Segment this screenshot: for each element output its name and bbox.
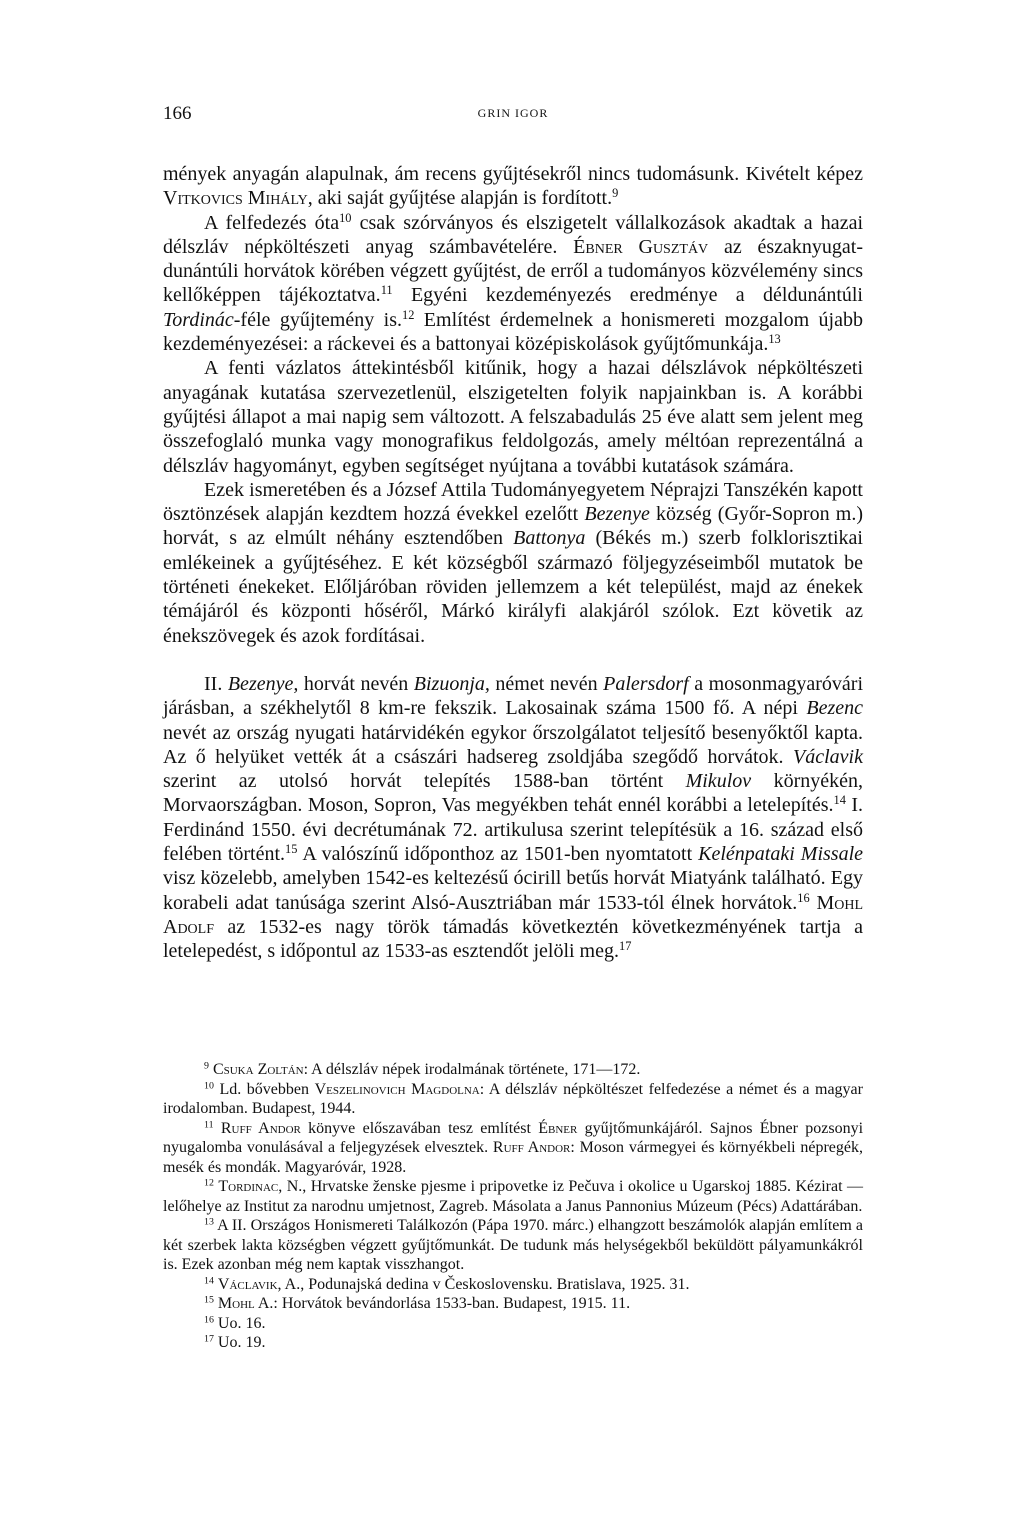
footnote-number: 15: [204, 1294, 214, 1306]
footnote-ref: 12: [402, 307, 415, 322]
footnote-ref: 17: [619, 939, 632, 954]
footnote-17: $^{17}$ Uo. 19.: [204, 1333, 266, 1351]
paragraph-5: II. Bezenye, horvát nevén Bizuonja, német nevén Palersdorf a mosonmagyaróvári járásban, a székhelytől 8 km-re fekszik. Lakosainak száma 1500 fő. A népi Bezenc nevét az ország nyugati határvidékén egykor őrszolgálatot teljesítő besenyőktől kapta. Az ő helyüket vették át a császári hadsereg zsoldjába szegődő horvátok. Václavik szerint az utolsó horvát telepítés 1588-ban történt Mikulov környékén, Morvaországban. Moson, Sopron, Vas megyékben tehát ennél korábbi a letelepítés.$^{14}$ I. Ferdinánd 1550. évi decrétumának 72. artikulusa szerint telepítésük a 16. század első felében történt.$^{15}$ A valószínű időponthoz az 1501-ben nyomtatott Kelénpataki Missale visz közelebb, amelyben 1542-es keltezésű ócirill betűs horvát Miatyánk található. Egy korabeli adat tanúsága szerint Alsó-Ausztriában már 1533-tól élnek horvátok.$^{16}$ Mohl Adolf az 1532-es nagy török támadás következtén következményének tartja a letelepedést, s időpontul az 1533-as esztendőt jelöli meg.$^{17}$: [163, 672, 863, 963]
author-name: Vitkovics Mihály: [163, 187, 308, 210]
footnote-number: 9: [204, 1060, 209, 1072]
paragraph-1: mények anyagán alapulnak, ám recens gyűjtésekről nincs tudomásunk. Kivételt képez Vitkovics Mihály, aki saját gyűjtése alapján is fordított.$^9$: [163, 163, 863, 210]
footnote-ref: 11: [380, 283, 393, 298]
paragraph-3: A fenti vázlatos áttekintésből kitűnik, hogy a hazai délszlávok népköltészeti anyagának kutatása szervezetlenül, elszigetelten folyik napjainkban is. A korábbi gyűjtési állapot a mai napig sem változott. A felszabadulás 25 éve alatt sem jelent meg összefoglaló munka vagy monografikus feldolgozás, amely méltóan reprezentálná a délszláv hagyományt, egyben segítséget nyújtana a további kutatások számára.: [163, 357, 863, 477]
italic-term: Kelénpataki Missale: [698, 843, 863, 866]
author-name: Mohl Adolf: [163, 891, 863, 938]
footnote-9: $^9$ Csuka Zoltán: A délszláv népek irodalmának története, 171—172.: [204, 1060, 641, 1078]
footnote-ref: 10: [339, 210, 352, 225]
author-name: Ébner Gusztáv: [573, 235, 709, 258]
italic-term: Battonya: [513, 527, 586, 550]
author-name: Veszelinovich Magdolna: [314, 1080, 480, 1098]
italic-term: Bizuonja,: [413, 672, 490, 695]
paragraph-2: A felfedezés óta$^{10}$ csak szórványos és elszigetelt vállalkozások akadtak a hazai délszláv népköltészeti anyag számbavételére. Ébner Gusztáv az északnyugat-dunántúli horvátok körében végzett gyűjtést, de erről a tudományos közvélemény sincs kellőképpen tájékoztatva.$^{11}$ Egyéni kezdeményezés eredménye a déldunántúli Tordinác-féle gyűjtemény is.$^{12}$ Említést érdemelnek a honismereti mozgalom újabb kezdeményezései: a ráckevei és a battonyai középiskolások gyűjtőmunkája.$^{13}$: [163, 210, 863, 356]
footnote-number: 10: [204, 1080, 214, 1092]
footnote-ref: 16: [797, 890, 810, 905]
italic-term: Mikulov: [685, 770, 752, 793]
page-number: 166: [163, 103, 192, 124]
footnote-ref: 13: [768, 332, 781, 347]
footnote-number: 13: [204, 1216, 214, 1228]
author-name: Mohl: [217, 1295, 255, 1312]
author-name: Václavik: [217, 1275, 278, 1293]
author-name: Tordinac: [218, 1178, 279, 1195]
italic-term: Bezenye,: [227, 672, 299, 695]
author-name: Csuka Zoltán: [212, 1061, 304, 1078]
footnote-ref: 9: [612, 186, 619, 201]
footnote-14: $^{14}$ Václavik, A., Podunajská dedina v Československu. Bratislava, 1925. 31.: [204, 1275, 690, 1293]
footnote-10: $^{10}$ Ld. bővebben Veszelinovich Magdolna: A délszláv népköltészet felfedezése a német és a magyar irodalomban. Budapest, 1944.: [163, 1080, 863, 1117]
footnote-number: 17: [204, 1333, 214, 1345]
footnote-number: 11: [204, 1119, 214, 1131]
footnote-16: $^{16}$ Uo. 16.: [204, 1314, 266, 1332]
page-header: [163, 103, 863, 125]
italic-term: Palersdorf: [603, 672, 689, 695]
footnote-15: $^{15}$ Mohl A.: Horvátok bevándorlása 1533-ban. Budapest, 1915. 11.: [204, 1294, 631, 1312]
paragraph-4: Ezek ismeretében és a József Attila Tudományegyetem Néprajzi Tanszékén kapott ösztönzések alapján kezdtem hozzá évekkel ezelőtt Bezenye község (Győr-Sopron m.) horvát, s az elmúlt néhány esztendőben Battonya (Békés m.) szerb folklorisztikai emlékeinek a gyűjtéséhez. E két községből származó följegyzéseimből mutatok be történeti énekeket. Előljáróban röviden jellemzem a két települést, majd az énekek témájáról és központi hőséről, Márkó királyfi alakjáról szólok. Ezt követik az énekszövegek és azok fordításai.: [163, 478, 863, 647]
running-head: GRIN IGOR: [477, 106, 549, 120]
footnote-12: $^{12}$ Tordinac, N., Hrvatske ženske pjesme i pripovetke iz Pečuva i okolice u Ugarskoj 1885. Kézirat — lelőhelye az Institut za narodnu umjetnost, Zagreb. Másolata a Janus Pannonius Múzeum (Pécs) Adattárában.: [163, 1177, 863, 1215]
italic-term: Bezenye: [584, 503, 650, 526]
footnote-number: 16: [204, 1314, 214, 1326]
footnote-number: 12: [204, 1177, 214, 1189]
author-name: Ruff Andor: [220, 1119, 301, 1137]
italic-term: Tordinác: [163, 308, 234, 331]
footnotes: [163, 1060, 863, 1353]
italic-term: Bezenc: [806, 697, 863, 720]
author-name: Ruff Andor: [492, 1139, 571, 1156]
footnote-number: 14: [204, 1275, 214, 1287]
footnote-ref: 15: [285, 842, 298, 857]
footnote-11: $^{11}$ Ruff Andor könyve előszavában tesz említést Ébner gyűjtőmunkájáról. Sajnos Ébner pozsonyi nyugalomba vonulásával a feljegyzések elvesztek. Ruff Andor: Moson vármegyei és környékbeli népregék, mesék és mondák. Magyaróvár, 1928.: [163, 1119, 864, 1176]
footnote-ref: 14: [833, 793, 846, 808]
author-name: Ébner: [538, 1119, 578, 1137]
footnote-13: $^{13}$ A II. Országos Honismereti Találkozón (Pápa 1970. márc.) elhangzott beszámolók alapján említem a két szerbek lakta községben végzett gyűjtőmunkát. De tudunk más helységekből beküldött pályamunkákról is. Ezek azonban még nem kaptak visszhangot.: [163, 1216, 863, 1273]
main-text: [163, 162, 863, 964]
italic-term: Václavik: [793, 745, 863, 768]
